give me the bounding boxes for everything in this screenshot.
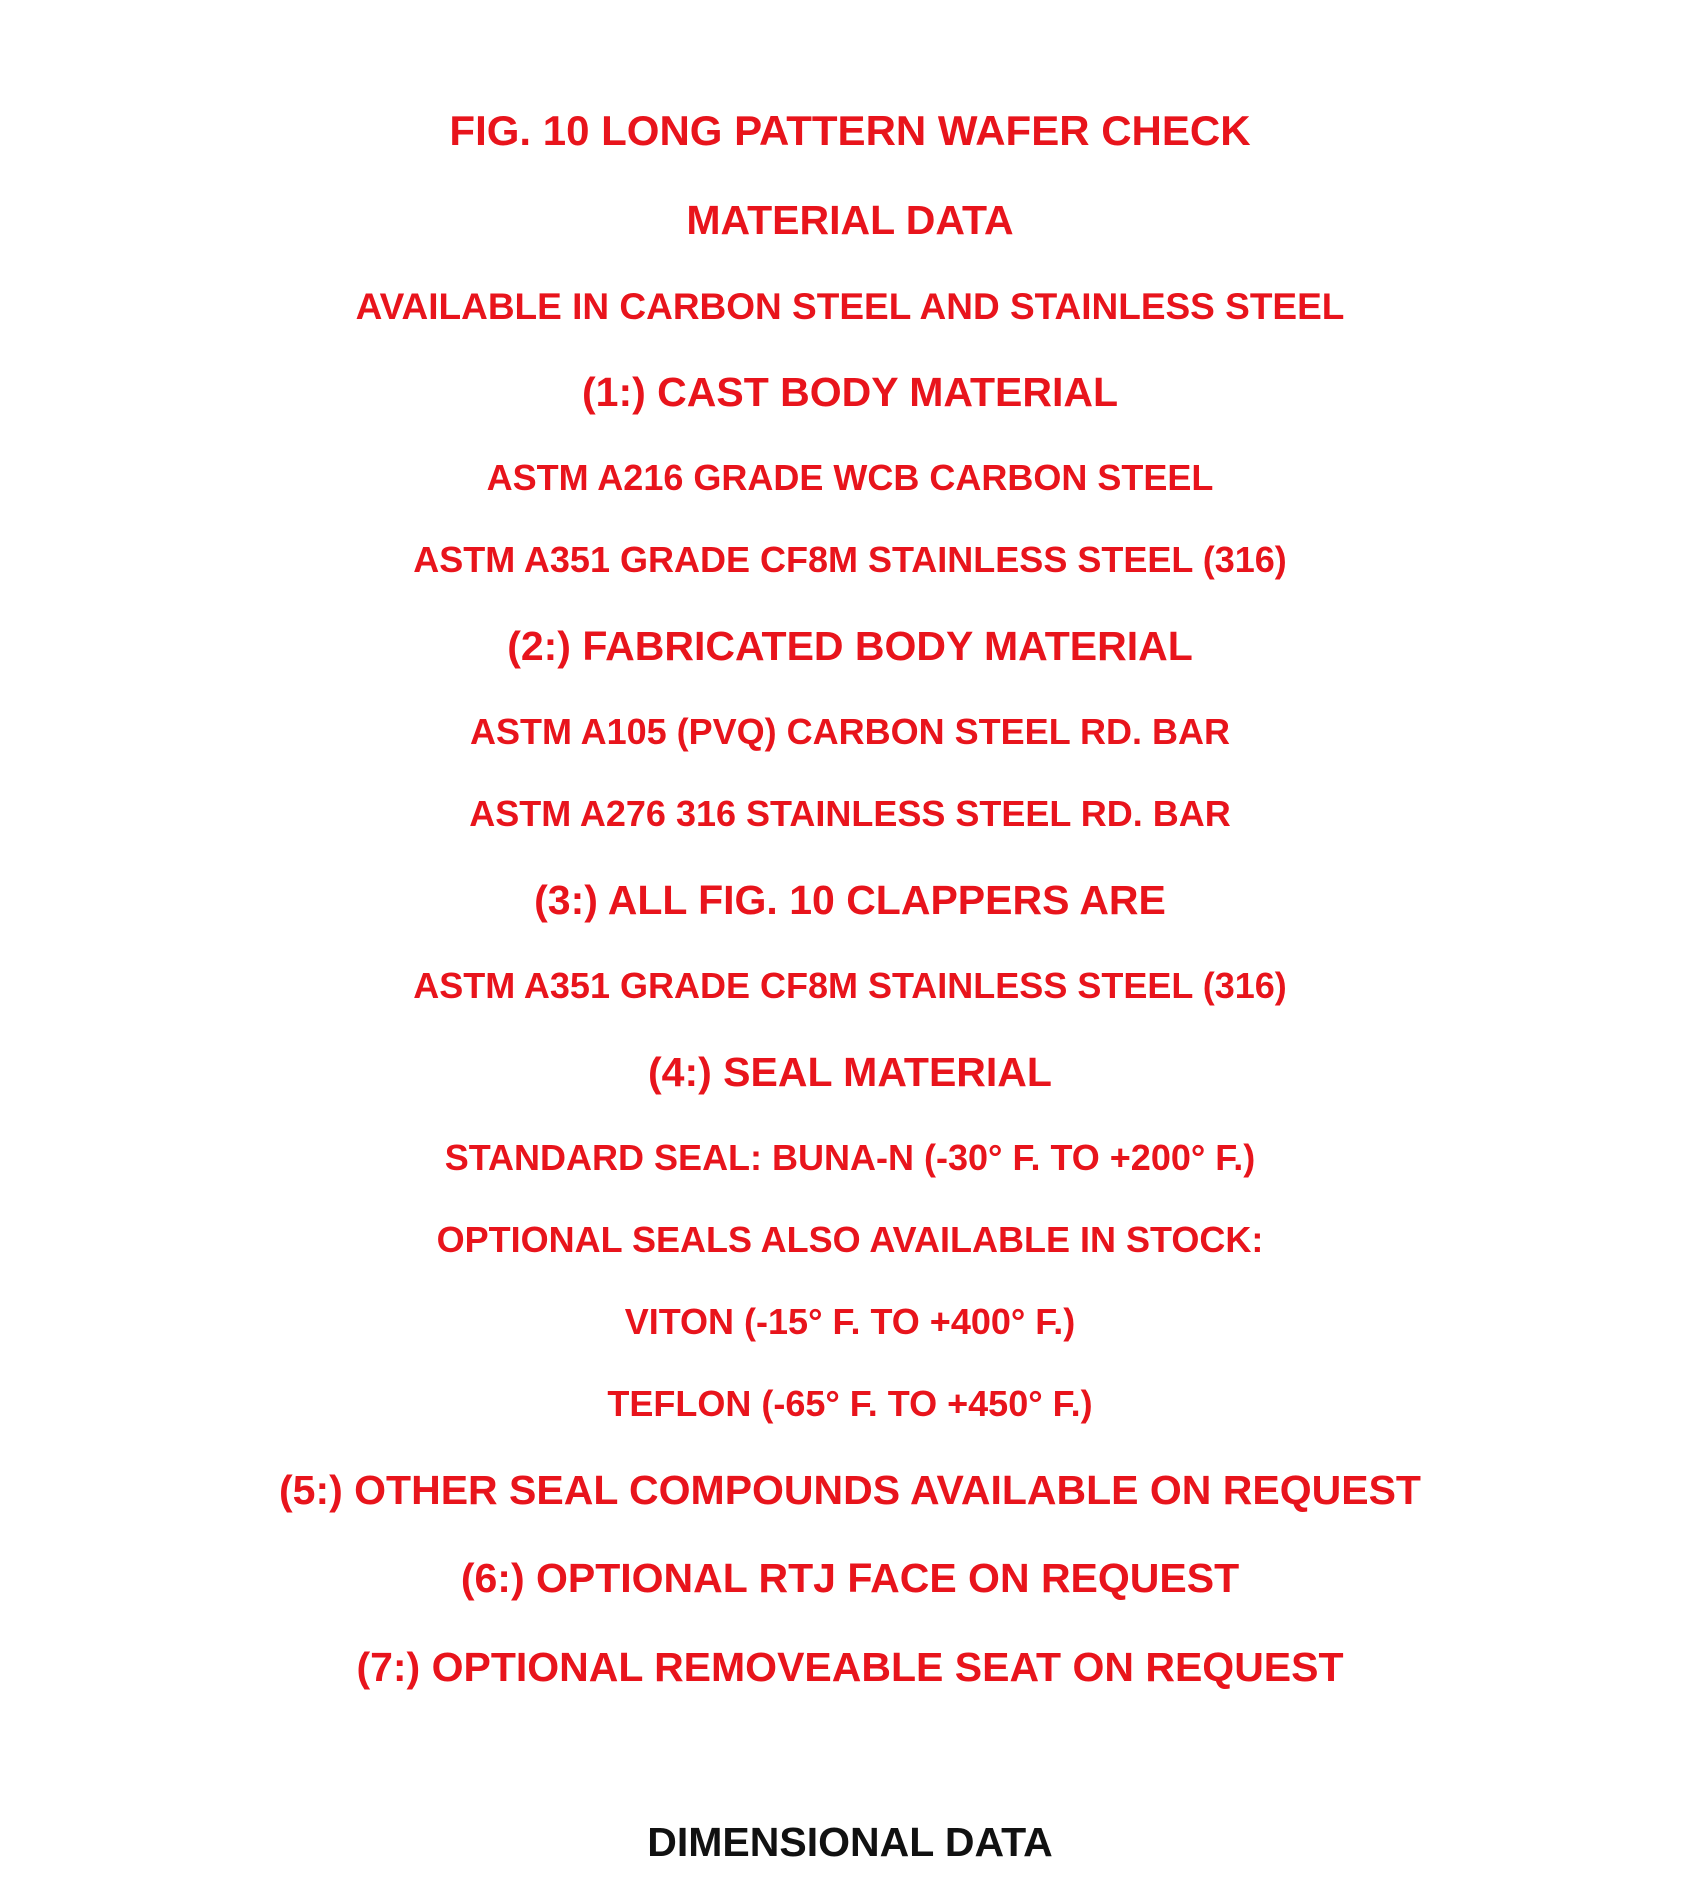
fabricated-body-heading: (2:) FABRICATED BODY MATERIAL	[507, 623, 1193, 669]
other-seals-heading: (5:) OTHER SEAL COMPOUNDS AVAILABLE ON REQUEST	[279, 1467, 1421, 1513]
seal-material-heading: (4:) SEAL MATERIAL	[648, 1049, 1052, 1095]
cast-body-item: ASTM A351 GRADE CF8M STAINLESS STEEL (316)	[413, 539, 1287, 580]
rtj-face-heading: (6:) OPTIONAL RTJ FACE ON REQUEST	[460, 1555, 1240, 1601]
dimensional-data-heading: DIMENSIONAL DATA	[647, 1819, 1053, 1865]
cast-body-item: ASTM A216 GRADE WCB CARBON STEEL	[486, 457, 1214, 498]
seal-item: OPTIONAL SEALS ALSO AVAILABLE IN STOCK:	[436, 1219, 1264, 1260]
cast-body-heading: (1:) CAST BODY MATERIAL	[581, 369, 1119, 415]
document-title: FIG. 10 LONG PATTERN WAFER CHECK	[449, 107, 1251, 154]
seal-item: TEFLON (-65° F. TO +450° F.)	[607, 1383, 1093, 1424]
clappers-item: ASTM A351 GRADE CF8M STAINLESS STEEL (316)	[413, 965, 1287, 1006]
fabricated-body-item: ASTM A276 316 STAINLESS STEEL RD. BAR	[469, 793, 1231, 834]
clappers-heading: (3:) ALL FIG. 10 CLAPPERS ARE	[534, 877, 1166, 923]
availability-note: AVAILABLE IN CARBON STEEL AND STAINLESS STEEL	[355, 286, 1345, 327]
removeable-seat-heading: (7:) OPTIONAL REMOVEABLE SEAT ON REQUEST	[356, 1644, 1344, 1690]
seal-item: STANDARD SEAL: BUNA-N (-30° F. TO +200° F.)	[444, 1137, 1256, 1178]
seal-item: VITON (-15° F. TO +400° F.)	[624, 1301, 1076, 1342]
fabricated-body-item: ASTM A105 (PVQ) CARBON STEEL RD. BAR	[469, 711, 1231, 752]
material-data-heading: MATERIAL DATA	[686, 197, 1014, 243]
